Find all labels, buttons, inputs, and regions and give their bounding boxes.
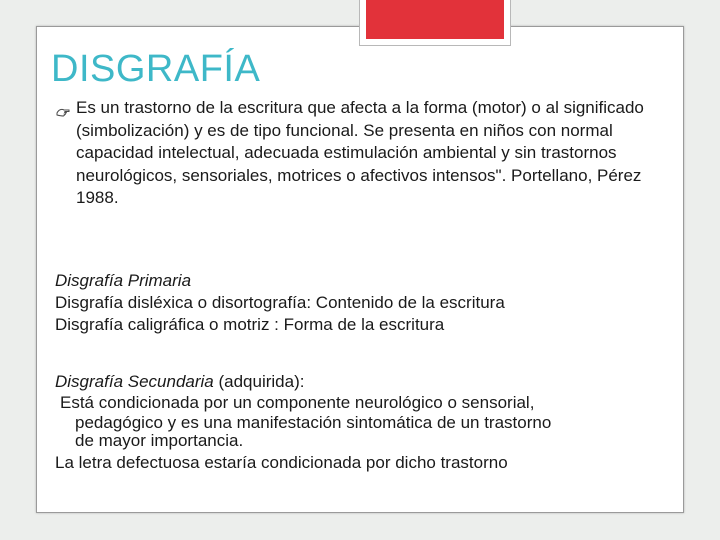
- primary-section: [55, 270, 675, 336]
- accent-box: [359, 0, 511, 46]
- accent-bar: [366, 0, 504, 39]
- secondary-line-1: Está condicionada por un componente neurológico o sensorial,: [60, 393, 535, 412]
- primary-item-1: Disgrafía disléxica o disortografía: Contenido de la escritura: [55, 293, 505, 312]
- secondary-closing: La letra defectuosa estaría condicionada por dicho trastorno: [55, 453, 508, 472]
- definition-paragraph: Es un trastorno de la escritura que afecta a la forma (motor) o al significado (simbolización) y es de tipo funcional. Se presenta en niños con normal capacidad intelectual, adecuada estimulación ambiental y sin trastornos neurológicos, sensoriales, motrices o afectivos intensos". Portellano, Pérez 1988.: [76, 98, 644, 207]
- secondary-section: [55, 371, 675, 476]
- secondary-heading-line: [55, 371, 675, 393]
- secondary-line-2: pedagógico y es una manifestación sintomática de un trastorno: [75, 413, 552, 432]
- primary-heading: Disgrafía Primaria: [55, 271, 192, 290]
- secondary-line-3: de mayor importancia.: [75, 431, 244, 450]
- primary-item-2: Disgrafía caligráfica o motriz : Forma de la escritura: [55, 315, 445, 334]
- slide-title: DISGRAFÍA: [51, 48, 261, 90]
- hand-pointer-bullet-icon: [56, 106, 70, 117]
- secondary-heading: Disgrafía Secundaria: [55, 372, 214, 391]
- secondary-heading-suffix: (adquirida):: [213, 372, 305, 391]
